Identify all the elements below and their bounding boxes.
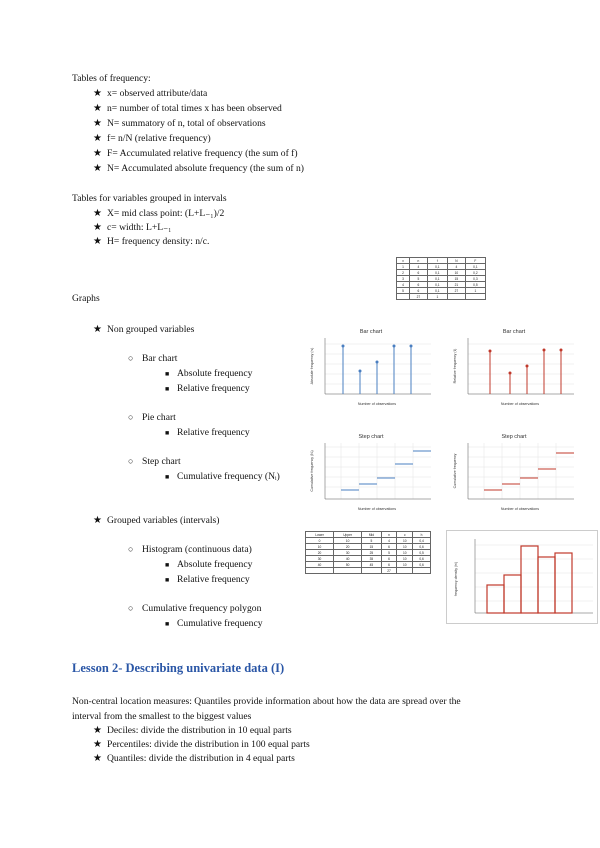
circle-bullet-icon: ○ — [128, 544, 134, 554]
list-item: ★ f= n/N (relative frequency) — [93, 133, 211, 144]
list-item: ■ Relative frequency — [165, 574, 250, 585]
list-item: ★ H= frequency density: n/c. — [93, 236, 210, 247]
square-bullet-icon: ■ — [165, 561, 170, 569]
star-bullet-icon: ★ — [93, 88, 102, 99]
lesson-title: Lesson 2- Describing univariate data (I) — [72, 661, 285, 675]
circle-bullet-icon: ○ — [128, 353, 134, 363]
list-item: ★ N= Accumulated absolute frequency (the sum of n) — [93, 163, 304, 174]
star-bullet-icon: ★ — [93, 725, 102, 736]
square-bullet-icon: ■ — [165, 429, 170, 437]
bar-chart-relative-image — [450, 326, 578, 408]
list-item: ★ N= summatory of n, total of observations — [93, 118, 266, 129]
list-item: ★ Grouped variables (intervals) — [93, 515, 220, 526]
star-bullet-icon: ★ — [93, 753, 102, 764]
freq-heading: Tables of frequency: — [72, 73, 151, 84]
figure-y-label: Cumulative frequency (Nᵢ) — [310, 450, 314, 492]
square-bullet-icon: ■ — [165, 473, 170, 481]
star-bullet-icon: ★ — [93, 222, 102, 233]
list-item: ■ Cumulative frequency — [165, 618, 263, 629]
bar-chart-absolute-image — [307, 326, 435, 408]
list-item: ○ Cumulative frequency polygon — [128, 603, 262, 614]
star-bullet-icon: ★ — [93, 118, 102, 129]
star-bullet-icon: ★ — [93, 236, 102, 247]
square-bullet-icon: ■ — [165, 576, 170, 584]
figure-y-label: Relative frequency (fᵢ) — [453, 348, 457, 384]
star-bullet-icon: ★ — [93, 739, 102, 750]
figure-title: Step chart — [501, 434, 527, 440]
circle-bullet-icon: ○ — [128, 456, 134, 466]
star-bullet-icon: ★ — [93, 133, 102, 144]
star-bullet-icon: ★ — [93, 515, 102, 526]
list-item: ○ Pie chart — [128, 412, 176, 423]
step-chart-absolute-image — [307, 431, 435, 513]
lesson-intro: interval from the smallest to the biggest values — [72, 711, 252, 722]
star-bullet-icon: ★ — [93, 148, 102, 159]
list-item: ★ n= number of total times x has been observed — [93, 103, 282, 114]
list-item: ■ Absolute frequency — [165, 559, 253, 570]
frequency-table-image: x n f N F 1 4 0,1 4 0,1 2 6 0,1 10 0,2 3 5 0,1 15 0,3 4 6 0,1 21 0,5 5 6 0,1 27 1 27 1 — [396, 257, 486, 300]
list-item: ■ Relative frequency — [165, 383, 250, 394]
star-bullet-icon: ★ — [93, 163, 102, 174]
list-item: ★ Quantiles: divide the distribution in 4 equal parts — [93, 753, 295, 764]
square-bullet-icon: ■ — [165, 370, 170, 378]
list-item: ■ Absolute frequency — [165, 368, 253, 379]
star-bullet-icon: ★ — [93, 103, 102, 114]
list-item: ★ Percentiles: divide the distribution in 100 equal parts — [93, 739, 310, 750]
list-item: ★ Deciles: divide the distribution in 10 equal parts — [93, 725, 292, 736]
figure-title: Bar chart — [359, 329, 383, 335]
list-item: ■ Cumulative frequency (Nᵢ) — [165, 471, 280, 482]
star-bullet-icon: ★ — [93, 208, 102, 219]
list-item: ○ Bar chart — [128, 353, 178, 364]
histogram-image — [446, 530, 598, 624]
list-item: ★ Non grouped variables — [93, 324, 195, 335]
circle-bullet-icon: ○ — [128, 412, 134, 422]
figure-x-label: Number of observations — [357, 402, 397, 406]
graphs-heading: Graphs — [72, 293, 100, 304]
lesson-intro: Non-central location measures: Quantiles provide information about how the data are spread over the — [72, 696, 461, 707]
square-bullet-icon: ■ — [165, 385, 170, 393]
list-item: ★ x= observed attribute/data — [93, 88, 208, 99]
step-chart-relative-image — [450, 431, 578, 513]
figure-x-label: Number of observations — [500, 507, 540, 511]
figure-x-label: Number of observations — [500, 402, 540, 406]
list-item: ★ X= mid class point: (L+L₋₁)/2 — [93, 208, 225, 219]
figure-y-label: frequency density (hi) — [454, 561, 458, 597]
figure-title: Bar chart — [502, 329, 526, 335]
list-item: ★ F= Accumulated relative frequency (the sum of f) — [93, 148, 298, 159]
figure-y-label: Cumulative frequency — [453, 453, 457, 489]
figure-x-label: Number of observations — [357, 507, 397, 511]
list-item: ○ Histogram (continuous data) — [128, 544, 252, 555]
circle-bullet-icon: ○ — [128, 603, 134, 613]
list-item: ■ Relative frequency — [165, 427, 250, 438]
list-item: ★ c= width: L+L₋₁ — [93, 222, 172, 233]
grouped-table-image: Lower Upper Mid n c h 0 10 5 4 10 0,4 10 20 15 6 10 0,6 20 30 25 5 10 0,5 30 40 35 6 10 0,6 40 50 45 6 10 0,6 27 — [305, 531, 431, 574]
square-bullet-icon: ■ — [165, 620, 170, 628]
star-bullet-icon: ★ — [93, 324, 102, 335]
figure-y-label: Absolute frequency (nᵢ) — [310, 347, 314, 385]
figure-title: Step chart — [358, 434, 384, 440]
grouped-heading: Tables for variables grouped in intervals — [72, 193, 227, 204]
list-item: ○ Step chart — [128, 456, 181, 467]
